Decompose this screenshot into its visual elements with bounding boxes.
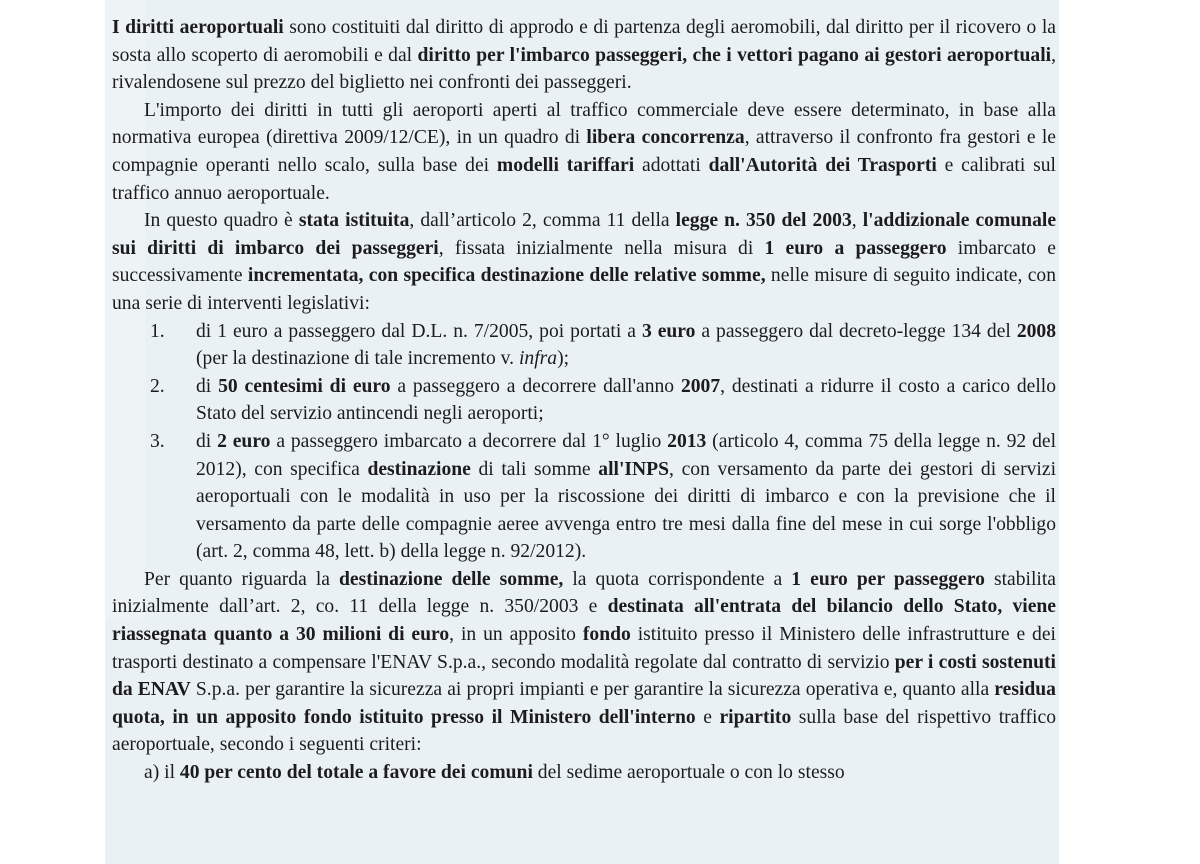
bold-text-run: residua quota, in un apposito fondo istituito presso il Ministero dell'interno: [112, 679, 1056, 728]
list-item: [150, 428, 1056, 566]
bold-text-run: destinata all'entrata del bilancio dello Stato, viene riassegnata quanto a 30 milioni di euro: [112, 596, 1057, 646]
text-run: ,: [851, 210, 863, 232]
list-item-number: 2.: [150, 375, 165, 397]
paragraph: [112, 207, 1056, 317]
text-run: di 1 euro a passeggero dal D.L. n. 7/2005, poi portati a: [196, 320, 642, 342]
text-run: sono costituiti dal diritto di approdo e di partenza degli aeromobili, dal diritto per il ricovero o la sosta allo scoperto di aeromobili e dal: [112, 17, 1056, 66]
text-run: stabilita inizialmente dall’art. 2, co. 11 della legge n. 350/2003 e: [112, 568, 1057, 618]
bold-text-run: destinazione: [367, 458, 471, 480]
text-run: istituito presso il Ministero delle infrastrutture e dei trasporti destinato a compensare l'ENAV S.p.a., secondo modalità regolate dal contratto di servizio: [112, 624, 1056, 673]
text-run: del sedime aeroportuale o con lo stesso: [532, 762, 845, 784]
paragraph: [112, 97, 1056, 207]
numbered-list: [112, 318, 1056, 566]
text-run: a) il: [144, 762, 180, 784]
text-run: S.p.a. per garantire la sicurezza ai propri impianti e per garantire la sicurezza operativa e, quanto alla: [190, 679, 995, 701]
bold-text-run: incrementata, con specifica destinazione delle relative somme,: [247, 265, 766, 287]
paragraph-cut-off: [112, 759, 1056, 787]
text-run: (articolo 4, comma 75 della legge n. 92 del 2012), con specifica: [196, 430, 1057, 480]
text-run: imbarcato e successivamente: [112, 237, 1056, 287]
list-item: [150, 318, 1056, 373]
bold-text-run: libera concorrenza: [586, 127, 745, 149]
paragraph: [112, 14, 1056, 97]
bold-text-run: 2008: [1016, 320, 1056, 342]
text-run: la quota corrispondente a: [563, 568, 792, 590]
paragraph: [112, 566, 1056, 759]
text-run: , in un apposito: [449, 624, 583, 646]
bold-text-run: legge n. 350 del 2003: [675, 210, 852, 232]
bold-text-run: stata istituita: [298, 210, 410, 232]
bold-text-run: l'addizionale comunale sui diritti di imbarco dei passeggeri: [112, 210, 1057, 259]
list-item-text: [196, 318, 1056, 373]
list-item-text: [196, 428, 1056, 566]
bold-text-run: ripartito: [719, 706, 792, 728]
text-run: , attraverso il confronto fra gestori e le compagnie operanti nello scalo, sulla base dei: [112, 127, 1056, 176]
bold-text-run: I diritti aeroportuali: [112, 17, 284, 38]
bold-text-run: 1 euro per passeggero: [791, 568, 985, 590]
bold-text-run: 40 per cento del totale a favore dei comuni: [179, 762, 533, 784]
text-run: a passeggero a decorrere dall'anno: [390, 375, 681, 397]
text-run: (per la destinazione di tale incremento v.: [196, 348, 519, 370]
text-run: di tali somme: [470, 458, 599, 480]
bold-text-run: 2007: [680, 375, 721, 397]
text-run: sulla base del rispettivo traffico aeroportuale, secondo i seguenti criteri:: [112, 706, 1056, 756]
bold-text-run: destinazione delle somme,: [339, 568, 564, 590]
list-item-number: 1.: [150, 320, 165, 342]
text-run: );: [557, 348, 570, 370]
text-run: e: [695, 706, 720, 728]
bold-text-run: 3 euro: [641, 320, 696, 342]
text-run: , rivalendosene sul prezzo del biglietto nei confronti dei passeggeri.: [112, 44, 1056, 94]
list-item: [150, 373, 1056, 428]
text-run: nelle misure di seguito indicate, con una serie di interventi legislativi:: [112, 265, 1056, 314]
italic-text-run: infra: [518, 348, 558, 370]
bold-text-run: modelli tariffari: [496, 154, 635, 176]
text-run: , fissata inizialmente nella misura di: [438, 237, 765, 259]
text-run: e calibrati sul traffico annuo aeroportuale.: [112, 154, 1056, 204]
list-item-text: [196, 373, 1056, 428]
bold-text-run: 1 euro a passeggero: [764, 237, 947, 259]
text-run: , con versamento da parte dei gestori di servizi aeroportuali con le modalità in uso per la riscossione dei diritti di imbarco e con la previsione che il versamento da parte delle compagnie aeree avvenga entro tre mesi dalla fine del mese in cui sorge l'obbligo (art. 2, comma 48, lett. b) della legge n. 92/2012).: [196, 458, 1057, 563]
text-run: di: [196, 430, 218, 452]
bold-text-run: 2013: [667, 430, 707, 452]
document-body: [112, 14, 1056, 787]
list-item-number: 3.: [150, 430, 165, 452]
text-run: a passeggero dal decreto-legge 134 del: [695, 320, 1017, 342]
bold-text-run: 50 centesimi di euro: [218, 375, 391, 397]
text-run: , destinati a ridurre il costo a carico dello Stato del servizio antincendi negli aeroporti;: [196, 375, 1056, 425]
bold-text-run: per i costi sostenuti da ENAV: [112, 651, 1056, 701]
bold-text-run: fondo: [582, 624, 631, 646]
text-run: a passeggero imbarcato a decorrere dal 1° luglio: [270, 430, 668, 452]
bold-text-run: dall'Autorità dei Trasporti: [708, 154, 937, 176]
text-run: In questo quadro è: [144, 210, 299, 232]
text-run: Per quanto riguarda la: [144, 568, 339, 590]
bold-text-run: 2 euro: [217, 430, 271, 452]
bold-text-run: diritto per l'imbarco passeggeri, che i vettori pagano ai gestori aeroportuali: [417, 44, 1052, 66]
text-run: , dall’articolo 2, comma 11 della: [409, 210, 676, 232]
text-run: adottati: [634, 154, 709, 176]
text-run: di: [196, 375, 219, 397]
text-run: L'importo dei diritti in tutti gli aeroporti aperti al traffico commerciale deve essere determinato, in base alla normativa europea (direttiva 2009/12/CE), in un quadro di: [112, 99, 1056, 149]
bold-text-run: all'INPS: [598, 458, 670, 480]
